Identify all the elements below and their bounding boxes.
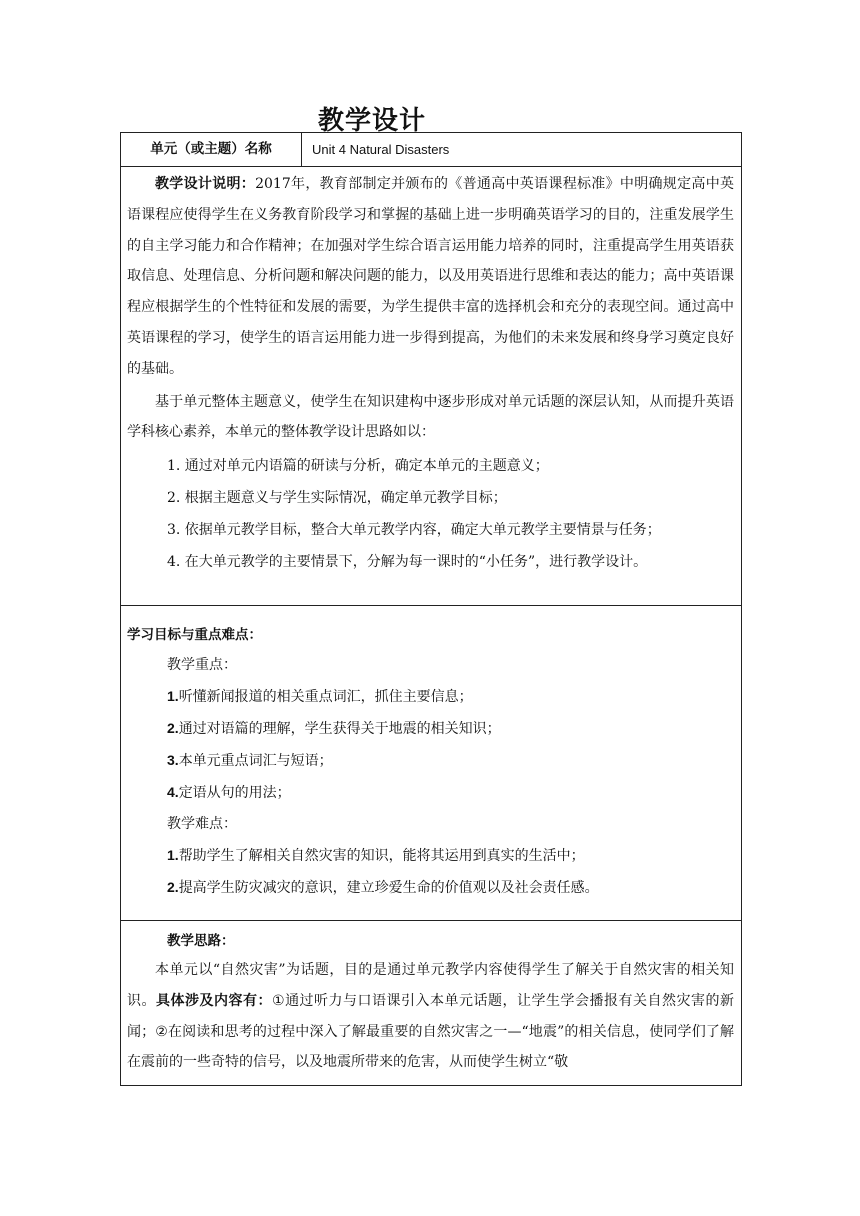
design-step-4: 4. 在大单元教学的主要情景下，分解为每一课时的“小任务”，进行教学设计。	[167, 554, 648, 571]
design-note-para1	[127, 169, 734, 385]
design-note-para2: 基于单元整体主题意义，使学生在知识建构中逐步形成对单元话题的深层认知，从而提升英语学科核心素养，本单元的整体教学设计思路如以：	[127, 393, 734, 441]
goals-row	[121, 606, 742, 921]
lesson-design-table	[120, 132, 742, 1086]
difficult-points-label: 教学难点：	[167, 816, 237, 832]
thinking-cell	[121, 921, 742, 1086]
thinking-heading: 教学思路：	[167, 933, 235, 949]
thinking-intro: 本单元以“自然灾害”为话题，目的是通过单元教学内容使得学生了解关于自然灾害的相关知识。	[127, 962, 734, 1009]
thinking-row	[121, 921, 742, 1086]
thinking-para: 本单元以“自然灾害”为话题，目的是通过单元教学内容使得学生了解关于自然灾害的相关知识。具体涉及内容有：①通过听力与口语课引入本单元话题，让学生学会播报有关自然灾害的新闻；②在阅读和思考的过程中深入了解最重要的自然灾害之一—“地震”的相关信息，使同学们了解在震前的一些奇特的信号，以及地震所带来的危害，从而使学生树立“敬	[127, 962, 735, 1071]
design-step-2: 2. 根据主题意义与学生实际情况，确定单元教学目标；	[167, 490, 507, 507]
thinking-part3: 在阅读和思考的过程中深入了解最重要的自然灾害之一—“地震”的相关信息，使同学们了解在震前的一些奇特的信号，以及地震所带来的危害，从而使学生树立“敬	[127, 1023, 734, 1071]
design-step-1: 1. 通过对单元内语篇的研读与分析，确定本单元的主题意义；	[167, 458, 549, 475]
goals-heading: 学习目标与重点难点：	[127, 627, 262, 643]
unit-label: 单元（或主题）名称	[121, 133, 302, 167]
key-point-3: 3.本单元重点词汇与短语；	[167, 752, 333, 769]
design-note-cell	[121, 167, 742, 606]
goals-cell	[121, 606, 742, 921]
difficult-point-2: 2.提高学生防灾减灾的意识，建立珍爱生命的价值观以及社会责任感。	[167, 879, 599, 896]
thinking-part2: 通过听力与口语课引入本单元话题，让学生学会播报有关自然灾害的新闻；	[127, 992, 735, 1040]
difficult-point-1: 1.帮助学生了解相关自然灾害的知识，能将其运用到真实的生活中；	[167, 847, 585, 864]
design-note-text: 2017年，教育部制定并颁布的《普通高中英语课程标准》中明确规定高中英语课程应使得学生在义务教育阶段学习和掌握的基础上进一步明确英语学习的目的，注重发展学生的自主学习能力和合作精神；在加强对学生综合语言运用能力培养的同时，注重提高学生用英语获取信息、处理信息、分析问题和解决问题的能力，以及用英语进行思维和表达的能力；高中英语课程应根据学生的个性特征和发展的需要，为学生提供丰富的选择机会和充分的表现空间。通过高中英语课程的学习，使学生的语言运用能力进一步得到提高，为他们的未来发展和终身学习奠定良好的基础。	[127, 176, 734, 377]
page-title: 教学设计	[318, 106, 427, 136]
unit-value: Unit 4 Natural Disasters	[302, 133, 742, 167]
key-point-1: 1.听懂新闻报道的相关重点词汇，抓住主要信息；	[167, 688, 473, 705]
key-point-4: 4.定语从句的用法；	[167, 784, 291, 801]
design-note-row	[121, 167, 742, 606]
design-step-3: 3. 依据单元教学目标，整合大单元教学内容，确定大单元教学主要情景与任务；	[167, 522, 661, 539]
key-point-2: 2.通过对语篇的理解，学生获得关于地震的相关知识；	[167, 720, 501, 737]
thinking-bold: 具体涉及内容有：	[156, 992, 272, 1009]
unit-row	[121, 133, 742, 167]
design-note-label: 教学设计说明：	[155, 176, 256, 192]
key-points-label: 教学重点：	[167, 657, 237, 673]
